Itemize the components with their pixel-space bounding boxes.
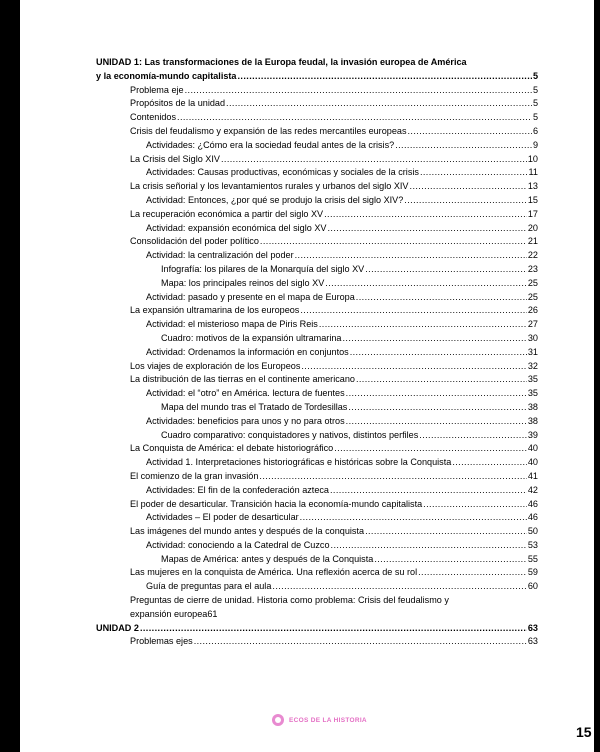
toc-entry-title: El comienzo de la gran invasión (130, 470, 259, 481)
leader-dots (423, 498, 527, 512)
toc-entry-title: Mapa del mundo tras el Tratado de Tordesillas (161, 401, 348, 412)
toc-entry[interactable] (96, 139, 538, 153)
toc-entry[interactable] (96, 566, 538, 580)
toc-entry-page: 30 (527, 332, 538, 343)
toc-entry[interactable] (96, 442, 538, 456)
unit-2-entries (96, 635, 538, 649)
toc-entry-title: Propósitos de la unidad (130, 98, 226, 109)
toc-entry[interactable] (96, 401, 538, 415)
toc-entry-page: 60 (527, 581, 538, 592)
leader-dots (140, 622, 527, 636)
leader-dots (194, 635, 527, 649)
toc-entry[interactable] (96, 580, 538, 594)
toc-entry-page: 5 (532, 98, 538, 109)
leader-dots (365, 525, 527, 539)
toc-entry[interactable] (96, 498, 538, 512)
toc-entry[interactable] (96, 208, 538, 222)
toc-entry-page: 40 (527, 457, 538, 468)
toc-entry[interactable] (96, 304, 538, 318)
leader-dots (395, 139, 532, 153)
leader-dots (420, 166, 528, 180)
unit-2-title: UNIDAD 2 (96, 622, 139, 633)
leader-dots (348, 401, 527, 415)
toc-entry-title: La recuperación económica a partir del siglo XV (130, 208, 324, 219)
toc-entry-page: 21 (527, 236, 538, 247)
leader-dots (419, 429, 527, 443)
toc-entry[interactable] (96, 332, 538, 346)
unit-2-heading[interactable] (96, 622, 538, 636)
toc-entry[interactable] (96, 180, 538, 194)
toc-entry[interactable] (96, 235, 538, 249)
toc-entry-page: 25 (527, 277, 538, 288)
logo-text: ECOS DE LA HISTORIA (289, 716, 367, 724)
page-number: 15 (576, 724, 592, 740)
toc-entry[interactable] (96, 84, 538, 98)
toc-entry[interactable] (96, 456, 538, 470)
toc-entry-title: Crisis del feudalismo y expansión de las redes mercantiles europeas (130, 125, 407, 136)
toc-entry[interactable] (96, 373, 538, 387)
toc-entry[interactable] (96, 346, 538, 360)
toc-entry[interactable] (96, 125, 538, 139)
toc-entry-title: Actividad: expansión económica del siglo XV (146, 222, 327, 233)
toc-entry-page: 40 (527, 443, 538, 454)
toc-entry-closing-page: 61 (207, 608, 218, 619)
toc-entry-title: Consolidación del poder político (130, 236, 259, 247)
toc-entry-title: La Crisis del Siglo XIV (130, 153, 220, 164)
toc-entry-page: 25 (527, 291, 538, 302)
toc-entry-page: 41 (527, 470, 538, 481)
leader-dots (408, 125, 532, 139)
document-page (20, 0, 594, 752)
leader-dots (226, 97, 532, 111)
toc-entry-page: 13 (527, 181, 538, 192)
ecos-logo-icon (272, 714, 284, 726)
toc-entry[interactable] (96, 470, 538, 484)
toc-entry[interactable] (96, 511, 538, 525)
unit-2-page: 63 (527, 622, 538, 633)
toc-entry[interactable] (96, 222, 538, 236)
toc-entry-title: Contenidos (130, 112, 177, 123)
toc-entry-page: 38 (527, 401, 538, 412)
toc-entry-page: 27 (527, 319, 538, 330)
toc-entry-title: Las mujeres en la conquista de América. Una reflexión acerca de su rol (130, 567, 418, 578)
leader-dots (365, 263, 527, 277)
leader-dots (324, 208, 527, 222)
unit-1-page: 5 (532, 70, 538, 81)
toc-entry[interactable] (96, 484, 538, 498)
toc-entry-page: 31 (527, 346, 538, 357)
toc-entry-page: 6 (532, 125, 538, 136)
unit-1-title-line1: UNIDAD 1: Las transformaciones de la Europa feudal, la invasión europea de América (96, 57, 467, 67)
toc-entry-title: Actividad: el misterioso mapa de Piris Reis (146, 319, 318, 330)
leader-dots (272, 580, 526, 594)
toc-entry-page: 59 (527, 567, 538, 578)
leader-dots (301, 360, 527, 374)
toc-entry[interactable] (96, 153, 538, 167)
toc-entry-page: 39 (527, 429, 538, 440)
toc-entry-title: Actividad: pasado y presente en el mapa de Europa (146, 291, 355, 302)
unit-1-entries (96, 84, 538, 594)
leader-dots (327, 222, 526, 236)
toc-entry-page: 22 (527, 250, 538, 261)
toc-entry-title: Mapa: los principales reinos del siglo XV (161, 277, 325, 288)
leader-dots (221, 153, 527, 167)
toc-entry[interactable] (96, 97, 538, 111)
toc-entry-title: Cuadro comparativo: conquistadores y nativos, distintos perfiles (161, 429, 419, 440)
toc-entry-page: 46 (527, 512, 538, 523)
toc-entry[interactable] (96, 635, 538, 649)
toc-entry-page: 20 (527, 222, 538, 233)
toc-entry-title: Actividad: Ordenamos la información en conjuntos (146, 346, 349, 357)
toc-entry-title: La distribución de las tierras en el continente americano (130, 374, 355, 385)
leader-dots (185, 84, 532, 98)
toc-entry-title: Actividad: Entonces, ¿por qué se produjo la crisis del siglo XIV? (146, 194, 404, 205)
toc-entry-page: 15 (527, 194, 538, 205)
toc-entry-title: Actividades – El poder de desarticular (146, 512, 299, 523)
leader-dots (334, 442, 527, 456)
leader-dots (356, 291, 527, 305)
leader-dots (259, 470, 526, 484)
toc-entry[interactable] (96, 291, 538, 305)
toc-entry[interactable] (96, 429, 538, 443)
toc-entry-closing-line1: Preguntas de cierre de unidad. Historia como problema: Crisis del feudalismo y (130, 595, 449, 606)
toc-entry-title: Actividades: Causas productivas, económicas y sociales de la crisis (146, 167, 419, 178)
toc-entry-page: 23 (527, 263, 538, 274)
leader-dots (300, 304, 527, 318)
toc-entry-closing-line2: expansión europea (130, 608, 208, 619)
toc-entry[interactable] (96, 318, 538, 332)
toc-entry-title: Infografía: los pilares de la Monarquía del siglo XV (161, 263, 365, 274)
leader-dots (325, 277, 527, 291)
toc-entry-page: 63 (527, 636, 538, 647)
toc-entry-title: La expansión ultramarina de los europeos (130, 305, 300, 316)
leader-dots (331, 539, 527, 553)
toc-entry[interactable] (96, 194, 538, 208)
leader-dots (410, 180, 527, 194)
toc-entry-page: 35 (527, 388, 538, 399)
toc-entry-page: 11 (528, 167, 538, 178)
leader-dots (374, 553, 527, 567)
toc-entry[interactable] (96, 277, 538, 291)
toc-entry[interactable] (96, 415, 538, 429)
unit-1-title-line2: y la economía-mundo capitalista (96, 70, 237, 81)
toc-entry-page: 46 (527, 498, 538, 509)
toc-entry[interactable] (96, 525, 538, 539)
toc-entry-title: La crisis señorial y los levantamientos rurales y urbanos del siglo XIV (130, 181, 409, 192)
toc-entry-page: 35 (527, 374, 538, 385)
toc-entry-page: 10 (527, 153, 538, 164)
toc-entry[interactable] (96, 249, 538, 263)
toc-entry-title: Actividad: conociendo a la Catedral de Cuzco (146, 539, 330, 550)
leader-dots (319, 318, 527, 332)
toc-entry-title: Problema eje (130, 84, 184, 95)
toc-entry-page: 17 (527, 208, 538, 219)
toc-entry-page: 5 (532, 84, 538, 95)
leader-dots (260, 235, 527, 249)
toc-entry-page: 38 (527, 415, 538, 426)
footer-logo (272, 714, 367, 726)
leader-dots (350, 346, 527, 360)
toc-entry-title: Guía de preguntas para el aula (146, 581, 272, 592)
toc-entry-title: La Conquista de América: el debate historiográfico (130, 443, 334, 454)
toc-entry[interactable] (96, 360, 538, 374)
toc-entry-title: Problemas ejes (130, 636, 193, 647)
toc-entry[interactable] (96, 263, 538, 277)
leader-dots (330, 484, 527, 498)
leader-dots (356, 373, 527, 387)
leader-dots (177, 111, 532, 125)
toc-entry-title: Actividades: beneficios para unos y no para otros (146, 415, 345, 426)
leader-dots (452, 456, 527, 470)
leader-dots (300, 511, 527, 525)
leader-dots (346, 387, 527, 401)
toc-entry-title: Actividad: el “otro” en América. lectura de fuentes (146, 388, 345, 399)
toc-entry[interactable] (96, 553, 538, 567)
toc-entry-page: 53 (527, 539, 538, 550)
table-of-contents (96, 56, 538, 649)
toc-entry-title: Actividad: la centralización del poder (146, 250, 294, 261)
toc-entry-page: 26 (527, 305, 538, 316)
leader-dots (404, 194, 527, 208)
toc-entry[interactable] (96, 111, 538, 125)
toc-entry-title: Actividades: ¿Cómo era la sociedad feudal antes de la crisis? (146, 139, 395, 150)
toc-entry-title: Actividad 1. Interpretaciones historiográficas e históricas sobre la Conquista (146, 457, 452, 468)
toc-entry-page: 50 (527, 526, 538, 537)
toc-entry-page: 5 (532, 112, 538, 123)
toc-entry-title: Mapas de América: antes y después de la Conquista (161, 553, 374, 564)
toc-entry-page: 42 (527, 484, 538, 495)
toc-entry-title: Actividades: El fin de la confederación azteca (146, 484, 329, 495)
toc-entry-closing[interactable] (96, 594, 538, 622)
unit-1-heading (96, 56, 538, 84)
toc-entry-page: 9 (532, 139, 538, 150)
leader-dots (342, 332, 526, 346)
toc-entry-title: Cuadro: motivos de la expansión ultramarina (161, 332, 342, 343)
leader-dots (346, 415, 527, 429)
toc-entry[interactable] (96, 539, 538, 553)
toc-entry[interactable] (96, 387, 538, 401)
toc-entry-page: 55 (527, 553, 538, 564)
toc-entry[interactable] (96, 166, 538, 180)
toc-entry-title: Las imágenes del mundo antes y después de la conquista (130, 526, 365, 537)
leader-dots (418, 566, 527, 580)
toc-entry-page: 32 (527, 360, 538, 371)
leader-dots (295, 249, 527, 263)
leader-dots (237, 70, 531, 84)
toc-entry-title: El poder de desarticular. Transición hacia la economía-mundo capitalista (130, 498, 423, 509)
toc-entry-title: Los viajes de exploración de los Europeos (130, 360, 301, 371)
